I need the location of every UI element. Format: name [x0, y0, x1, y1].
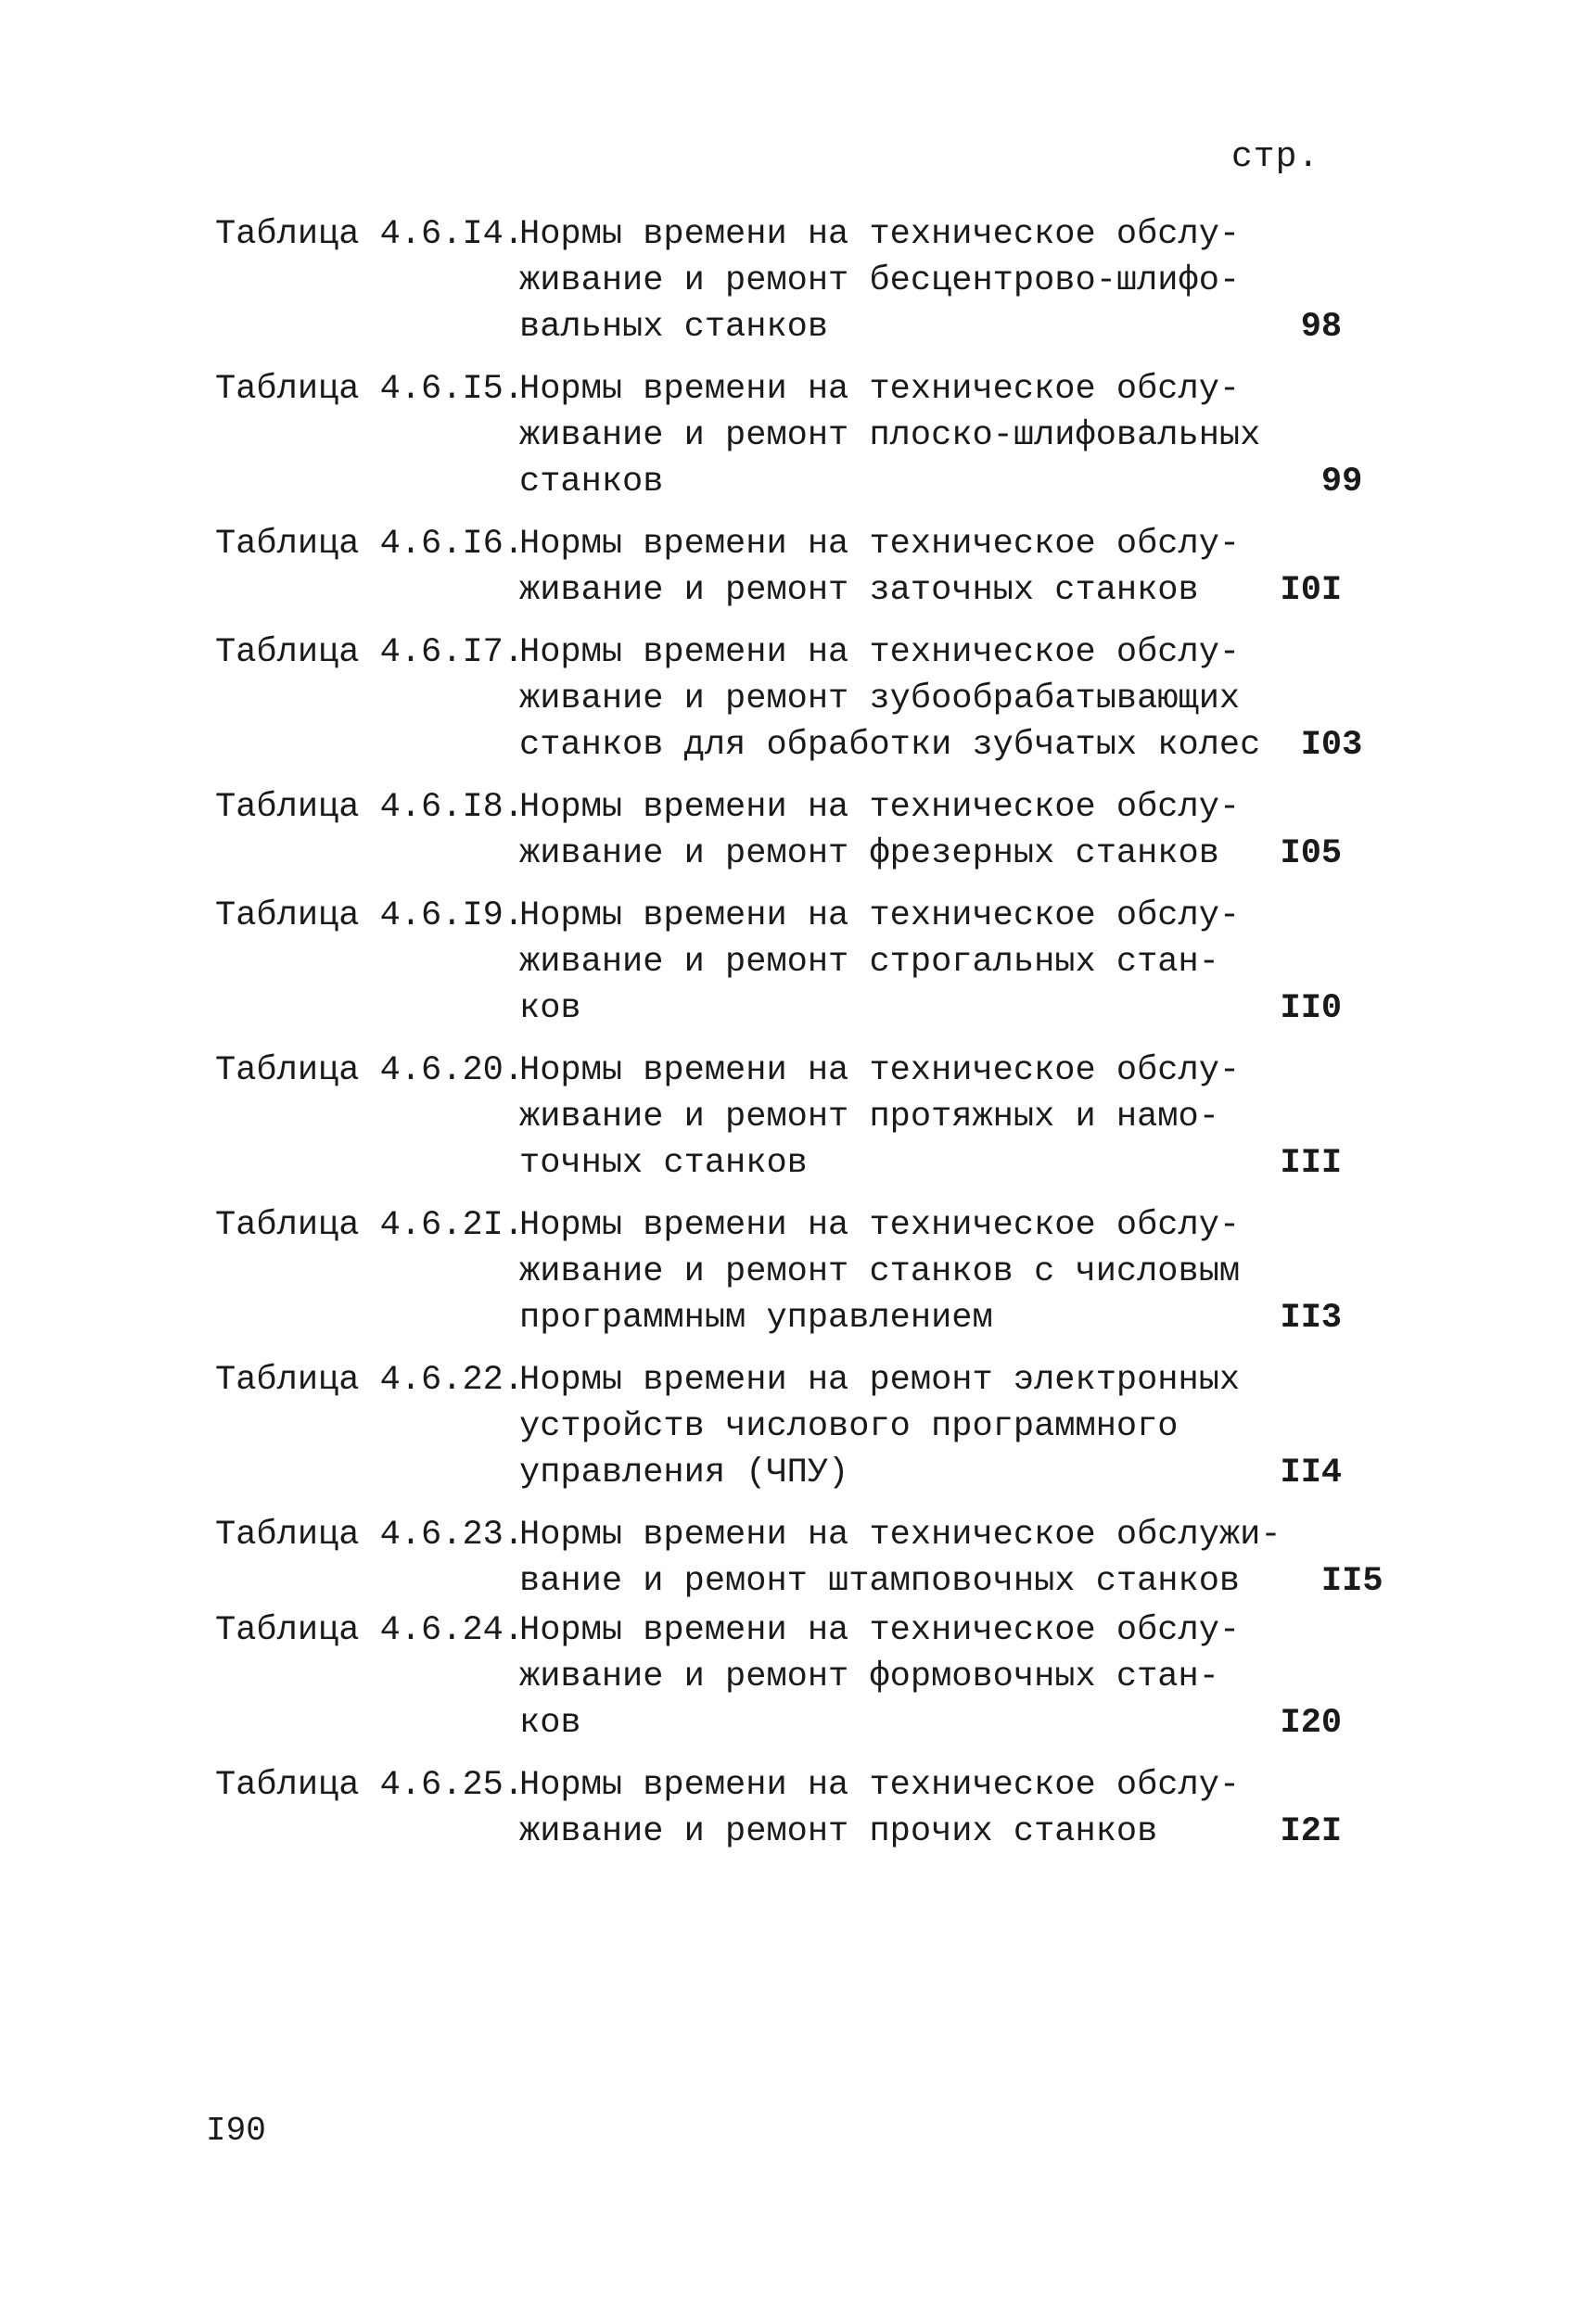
toc-entry: [215, 784, 1343, 877]
entry-line: живание и ремонт зубообрабатывающих: [519, 679, 1241, 718]
entry-label: Таблица 4.6.I9.: [215, 896, 525, 935]
entry-line: Нормы времени на техническое обслу-: [519, 215, 1241, 254]
entry-page-number: I20: [1280, 1704, 1343, 1743]
entry-line: Нормы времени на техническое обслужи-: [519, 1516, 1281, 1555]
entry-description: [519, 1202, 1240, 1341]
entry-line: живание и ремонт плоско-шлифовальных: [519, 416, 1261, 455]
entry-line: Нормы времени на техническое обслу-: [519, 788, 1241, 827]
entry-page-number: 98: [1300, 308, 1343, 347]
entry-line: Нормы времени на техническое обслу-: [519, 896, 1241, 935]
toc-entry: [215, 629, 1363, 768]
entry-line: точных станков: [519, 1144, 808, 1183]
entry-line: Нормы времени на техническое обслу-: [519, 633, 1241, 672]
entry-line: живание и ремонт заточных станков: [519, 571, 1199, 610]
entry-line: управления (ЧПУ): [519, 1454, 849, 1492]
toc-entry: [215, 1357, 1343, 1496]
entry-line: ков: [519, 989, 581, 1028]
entry-page-number: 99: [1320, 463, 1363, 502]
entry-line: ков: [519, 1704, 581, 1743]
entry-page-number: II0: [1280, 989, 1343, 1028]
toc-entry: [215, 1512, 1383, 1605]
entry-label: Таблица 4.6.20.: [215, 1051, 525, 1090]
entry-label: Таблица 4.6.24.: [215, 1611, 525, 1650]
entry-line: Нормы времени на техническое обслу-: [519, 1766, 1241, 1805]
entry-description: [519, 1607, 1240, 1746]
entry-line: живание и ремонт формовочных стан-: [519, 1657, 1219, 1696]
toc-entry: [215, 521, 1343, 614]
entry-page-number: III: [1280, 1144, 1343, 1183]
entry-description: [519, 893, 1240, 1032]
entry-description: [519, 1357, 1240, 1496]
entry-line: вальных станков: [519, 308, 829, 347]
toc-entry: [215, 211, 1343, 350]
entry-line: живание и ремонт прочих станков: [519, 1812, 1158, 1851]
table-of-contents: [215, 211, 1383, 1871]
entry-description: [519, 1512, 1281, 1605]
page-column-header: стр.: [1231, 137, 1320, 177]
toc-entry: [215, 1762, 1343, 1855]
entry-line: устройств числового программного: [519, 1407, 1179, 1446]
entry-line: Нормы времени на техническое обслу-: [519, 1206, 1241, 1245]
toc-entry: [215, 893, 1343, 1032]
entry-line: вание и ремонт штамповочных станков: [519, 1562, 1241, 1601]
entry-label: Таблица 4.6.I5.: [215, 370, 525, 409]
entry-line: живание и ремонт строгальных стан-: [519, 943, 1219, 982]
entry-label: Таблица 4.6.I4.: [215, 215, 525, 254]
toc-entry: [215, 1607, 1343, 1746]
entry-page-number: I05: [1280, 834, 1343, 873]
entry-line: Нормы времени на техническое обслу-: [519, 1051, 1241, 1090]
toc-entry: [215, 1202, 1343, 1341]
entry-line: Нормы времени на техническое обслу-: [519, 370, 1241, 409]
entry-line: программным управлением: [519, 1299, 993, 1338]
entry-description: [519, 211, 1240, 350]
entry-label: Таблица 4.6.2I.: [215, 1206, 525, 1245]
entry-line: живание и ремонт протяжных и намо-: [519, 1098, 1219, 1137]
entry-label: Таблица 4.6.25.: [215, 1766, 525, 1805]
entry-line: Нормы времени на техническое обслу-: [519, 1611, 1241, 1650]
entry-page-number: II3: [1280, 1299, 1343, 1338]
entry-label: Таблица 4.6.22.: [215, 1361, 525, 1400]
entry-description: [519, 1048, 1240, 1187]
entry-description: [519, 366, 1260, 505]
toc-entry: [215, 1048, 1343, 1187]
entry-page-number: II4: [1280, 1454, 1343, 1492]
entry-label: Таблица 4.6.23.: [215, 1516, 525, 1555]
entry-page-number: I2I: [1280, 1812, 1343, 1851]
toc-entry: [215, 366, 1363, 505]
entry-description: [519, 521, 1240, 614]
entry-description: [519, 629, 1260, 768]
entry-line: Нормы времени на техническое обслу-: [519, 525, 1241, 564]
entry-page-number: I0I: [1280, 571, 1343, 610]
page-number: I90: [206, 2112, 266, 2150]
entry-line: живание и ремонт станков с числовым: [519, 1252, 1241, 1291]
entry-line: станков: [519, 463, 664, 502]
entry-label: Таблица 4.6.I8.: [215, 788, 525, 827]
entry-line: Нормы времени на ремонт электронных: [519, 1361, 1241, 1400]
entry-line: станков для обработки зубчатых колес: [519, 726, 1261, 765]
entry-description: [519, 1762, 1240, 1855]
entry-line: живание и ремонт фрезерных станков: [519, 834, 1219, 873]
entry-label: Таблица 4.6.I7.: [215, 633, 525, 672]
entry-page-number: I03: [1300, 726, 1363, 765]
entry-label: Таблица 4.6.I6.: [215, 525, 525, 564]
entry-line: живание и ремонт бесцентрово-шлифо-: [519, 261, 1241, 300]
entry-page-number: II5: [1320, 1562, 1383, 1601]
entry-description: [519, 784, 1240, 877]
